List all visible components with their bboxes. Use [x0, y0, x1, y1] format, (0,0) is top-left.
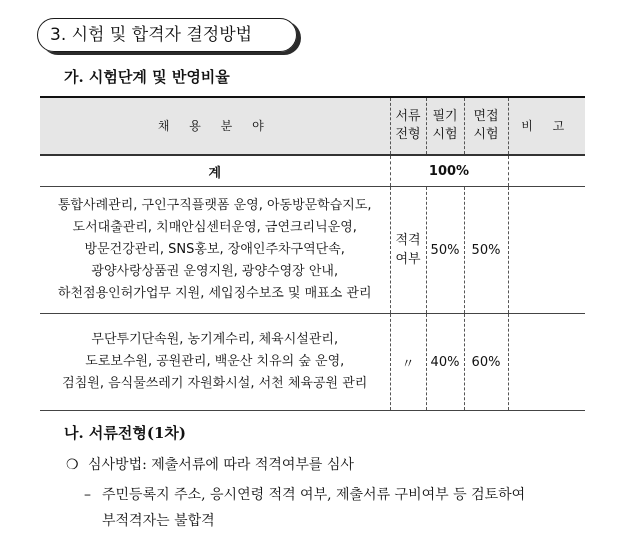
- header-written: 필기 시험: [426, 97, 464, 155]
- document-cell: 적격 여부: [390, 187, 426, 314]
- remarks-cell: [508, 187, 585, 314]
- written-cell: 40%: [426, 314, 464, 411]
- table-row-total: [40, 155, 585, 187]
- bullet-text: 심사방법: 제출서류에 따라 적격여부를 심사: [88, 457, 354, 473]
- document-cell: 〃: [390, 314, 426, 411]
- table-row: [40, 187, 585, 314]
- header-document: 서류 전형: [390, 97, 426, 155]
- field-cell: 무단투기단속원, 농기계수리, 체육시설관리, 도로보수원, 공원관리, 백운산 치유의 숲 운영, 검침원, 음식물쓰레기 자원화시설, 서천 체육공원 관리: [40, 314, 390, 411]
- selection-table: [40, 96, 585, 411]
- header-remarks: 비 고: [508, 97, 585, 155]
- total-label: 계: [40, 155, 390, 187]
- subsection-title-b: 나. 서류전형(1차): [64, 424, 187, 442]
- remarks-cell: [508, 314, 585, 411]
- written-cell: 50%: [426, 187, 464, 314]
- interview-cell: 60%: [464, 314, 508, 411]
- dash-text-line1: 주민등록지 주소, 응시연령 적격 여부, 제출서류 구비여부 등 검토하여: [102, 487, 526, 503]
- bullet-item: [66, 454, 354, 474]
- dash-item: [84, 482, 604, 534]
- dash-icon: –: [84, 487, 91, 503]
- total-remarks: [508, 155, 585, 187]
- section-title: 3. 시험 및 합격자 결정방법: [37, 18, 297, 52]
- dash-text-line2: 부적격자는 불합격: [102, 513, 215, 529]
- total-value: 100%: [390, 155, 508, 187]
- header-interview: 면접 시험: [464, 97, 508, 155]
- field-cell: 통합사례관리, 구인구직플랫폼 운영, 아동방문학습지도, 도서대출관리, 치매안심센터운영, 금연크리닉운영, 방문건강관리, SNS홍보, 장애인주차구역단속, 광양사랑상품권 운영지원, 광양수영장 안내, 하천점용인허가업무 지원, 세입징수보조 및 매표소 관리: [40, 187, 390, 314]
- header-field: 채 용 분 야: [40, 97, 390, 155]
- table-header-row: [40, 97, 585, 155]
- circle-bullet-icon: ❍: [66, 457, 79, 473]
- subsection-title-a: 가. 시험단계 및 반영비율: [64, 68, 230, 86]
- interview-cell: 50%: [464, 187, 508, 314]
- table-row: [40, 314, 585, 411]
